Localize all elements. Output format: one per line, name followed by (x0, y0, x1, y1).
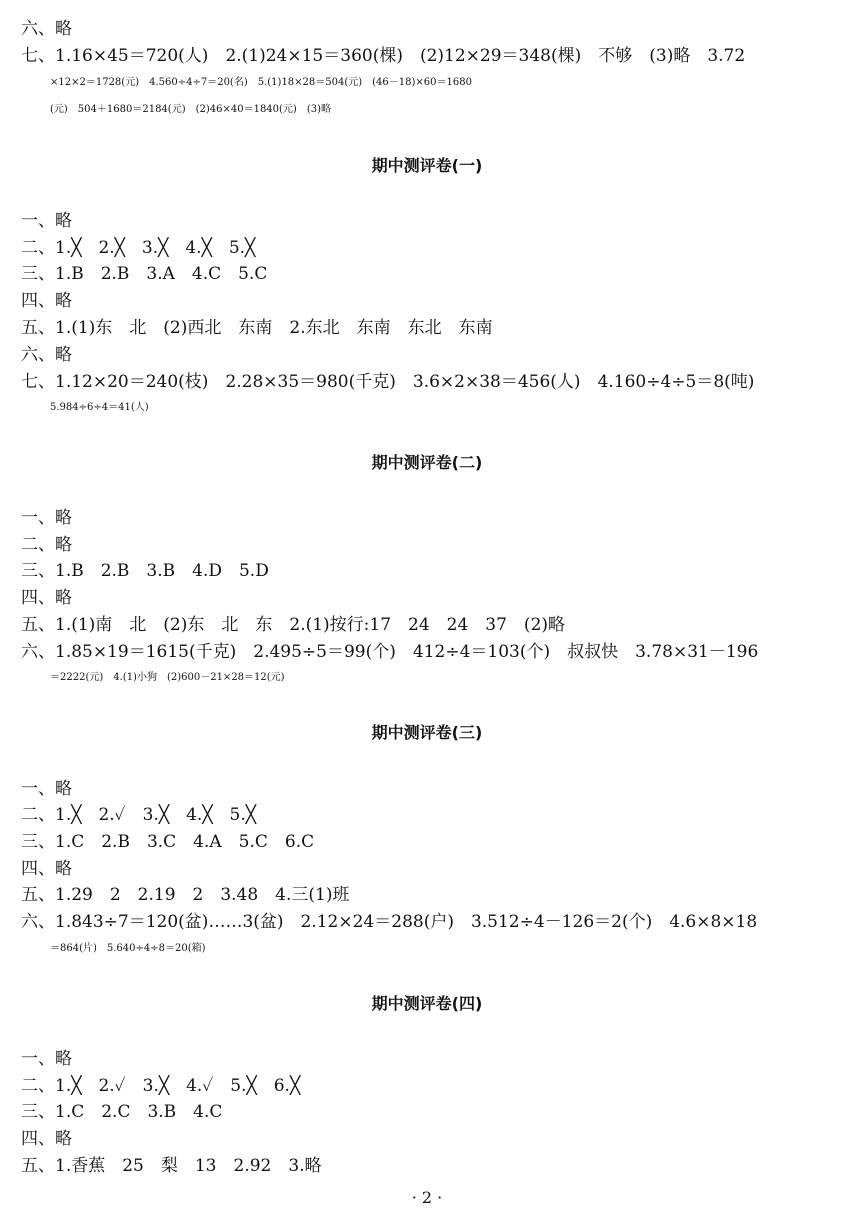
section-heading: 期中测评卷(一) (371, 156, 483, 175)
answer-line: 五、1.29 2 2.19 2 3.48 4.三(1)班 (21, 885, 350, 905)
answer-line: 五、1.香蕉 25 梨 13 2.92 3.略 (21, 1156, 322, 1176)
section-heading: 期中测评卷(二) (371, 453, 483, 472)
answer-line: 三、1.C 2.B 3.C 4.A 5.C 6.C (21, 832, 315, 852)
answer-line: 一、略 (21, 508, 72, 528)
answer-line: 四、略 (21, 291, 72, 311)
answer-line-continuation: (元) 504＋1680＝2184(元) (2)46×40＝1840(元) (3)略 (50, 104, 332, 115)
answer-line: 四、略 (21, 588, 72, 608)
answer-line: 二、1.╳ 2.╳ 3.╳ 4.╳ 5.╳ (21, 238, 256, 258)
answer-line: 七、1.16×45＝720(人) 2.(1)24×15＝360(棵) (2)12×29＝348(棵) 不够 (3)略 3.72 (21, 46, 746, 66)
answer-line-continuation: 5.984÷6÷4＝41(人) (50, 402, 149, 413)
section-heading: 期中测评卷(三) (371, 723, 483, 742)
answer-line: 四、略 (21, 859, 72, 879)
answer-line: 四、略 (21, 1129, 72, 1149)
answer-line: 三、1.B 2.B 3.A 4.C 5.C (21, 264, 268, 284)
answer-line: 六、1.843÷7＝120(盆)……3(盆) 2.12×24＝288(户) 3.512÷4－126＝2(个) 4.6×8×18 (21, 912, 758, 932)
answer-line: 二、1.╳ 2.✓ 3.╳ 4.╳ 5.╳ (21, 805, 257, 825)
section-heading: 期中测评卷(四) (371, 994, 483, 1013)
answer-line: 二、1.╳ 2.✓ 3.╳ 4.✓ 5.╳ 6.╳ (21, 1076, 301, 1096)
answer-line: 三、1.C 2.C 3.B 4.C (21, 1102, 223, 1122)
answer-line: 七、1.12×20＝240(枝) 2.28×35＝980(千克) 3.6×2×38＝456(人) 4.160÷4÷5＝8(吨) (21, 372, 755, 392)
answer-line: 一、略 (21, 211, 72, 231)
answer-line: 二、略 (21, 535, 72, 555)
page-number: · 2 · (411, 1188, 443, 1207)
answer-line: 一、略 (21, 1049, 72, 1069)
answer-line-continuation: ＝2222(元) 4.(1)小狗 (2)600－21×28＝12(元) (50, 672, 285, 683)
answer-line: 五、1.(1)东 北 (2)西北 东南 2.东北 东南 东北 东南 (21, 318, 493, 338)
answer-line: 六、略 (21, 19, 72, 39)
answer-line: 三、1.B 2.B 3.B 4.D 5.D (21, 561, 269, 581)
answer-line: 一、略 (21, 779, 72, 799)
answer-line-continuation: ＝864(片) 5.640÷4÷8＝20(箱) (50, 943, 206, 954)
answer-line: 六、略 (21, 345, 72, 365)
answer-line-continuation: ×12×2＝1728(元) 4.560÷4÷7＝20(名) 5.(1)18×28＝504(元) (46－18)×60＝1680 (50, 77, 472, 88)
answer-line: 五、1.(1)南 北 (2)东 北 东 2.(1)按行:17 24 24 37 (2)略 (21, 615, 566, 635)
answer-line: 六、1.85×19＝1615(千克) 2.495÷5＝99(个) 412÷4＝103(个) 叔叔快 3.78×31－196 (21, 642, 759, 662)
